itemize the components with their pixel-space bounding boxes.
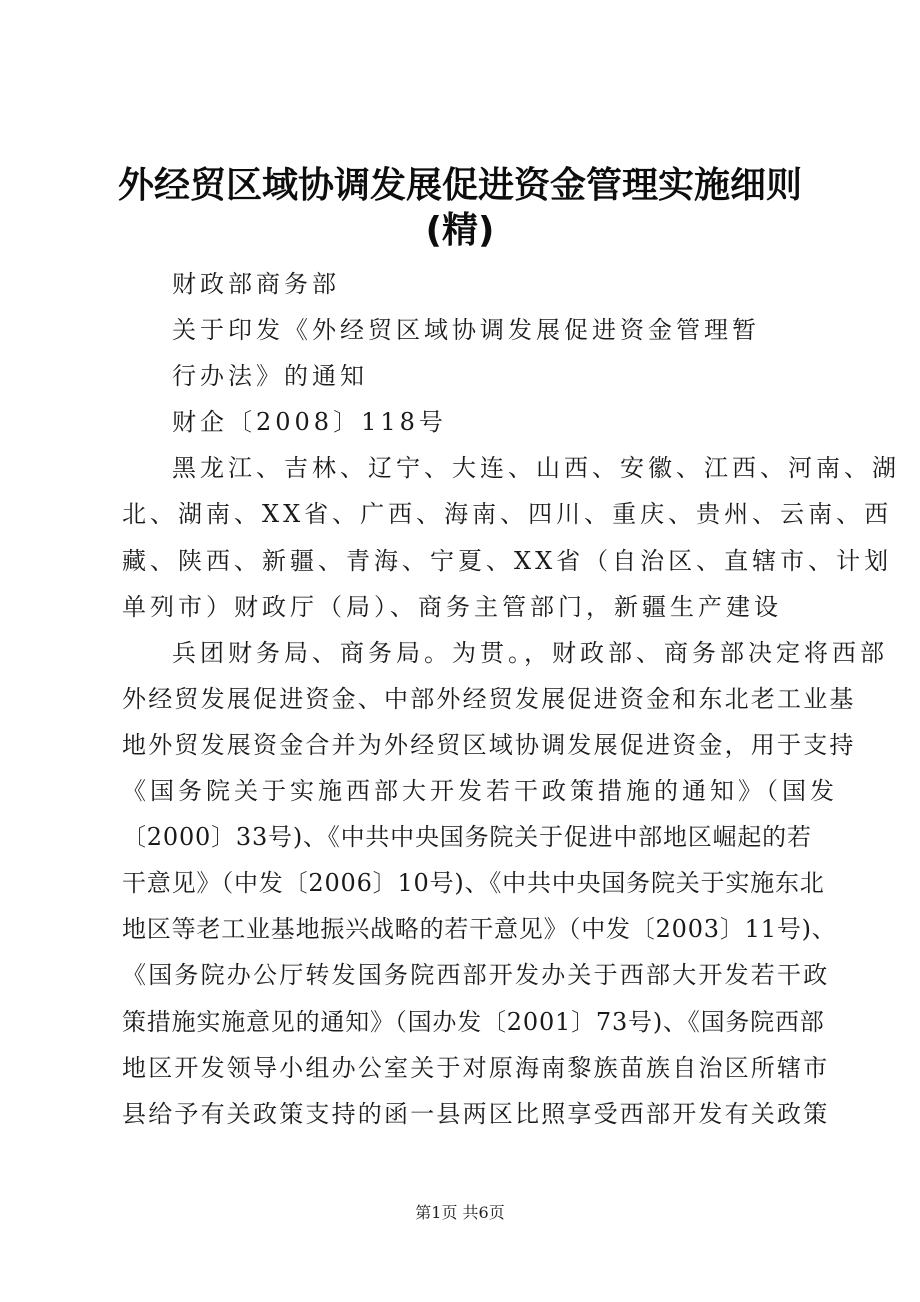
document-title: 外经贸区域协调发展促进资金管理实施细则 — [117, 165, 802, 206]
paragraph-line: 单列市）财政厅（局）、商务主管部门，新疆生产建设 — [122, 592, 782, 621]
notice-title-line-1: 关于印发《外经贸区域协调发展促进资金管理暂 — [172, 316, 760, 345]
document-body — [122, 261, 900, 1137]
document-number: 财企〔2008〕118号 — [172, 408, 447, 437]
paragraph-line: 地外贸发展资金合并为外经贸区域协调发展促进资金，用于支持 — [122, 730, 856, 759]
paragraph-line: 地区开发领导小组办公室关于对原海南黎族苗族自治区所辖市 — [122, 1053, 830, 1082]
paragraph-line: 县给予有关政策支持的函一县两区比照享受西部开发有关政策 — [122, 1099, 830, 1128]
page-indicator: 第1页 共6页 — [415, 1203, 505, 1222]
paragraph-line: 干意见》（中发〔2006〕10号)、《中共中央国务院关于实施东北 — [122, 869, 825, 898]
notice-title-line-2: 行办法》的通知 — [172, 362, 368, 391]
paragraph-line: 地区等老工业基地振兴战略的若干意见》（中发〔2003〕11号)、 — [122, 915, 837, 944]
paragraph-line: 〔2000〕33号)、《中共中央国务院关于促进中部地区崛起的若 — [122, 823, 812, 852]
paragraph-line: 《国务院关于实施西部大开发若干政策措施的通知》（国发 — [122, 777, 838, 806]
issuer-line: 财政部商务部 — [172, 270, 340, 298]
document-title-suffix: (精) — [425, 210, 495, 251]
paragraph-line: 黑龙江、吉林、辽宁、大连、山西、安徽、江西、河南、湖 — [172, 454, 900, 483]
paragraph-line: 北、湖南、XX省、广西、海南、四川、重庆、贵州、云南、西 — [122, 500, 893, 529]
paragraph-line: 《国务院办公厅转发国务院西部开发办关于西部大开发若干政 — [122, 961, 830, 990]
paragraph-line: 藏、陕西、新疆、青海、宁夏、XX省（自治区、直辖市、计划 — [122, 546, 893, 575]
paragraph-line: 外经贸发展促进资金、中部外经贸发展促进资金和东北老工业基 — [122, 684, 856, 713]
paragraph-line: 策措施实施意见的通知》（国办发〔2001〕73号)、《国务院西部 — [122, 1007, 825, 1036]
paragraph-line: 兵团财务局、商务局。为贯。，财政部、商务部决定将西部 — [172, 638, 888, 667]
